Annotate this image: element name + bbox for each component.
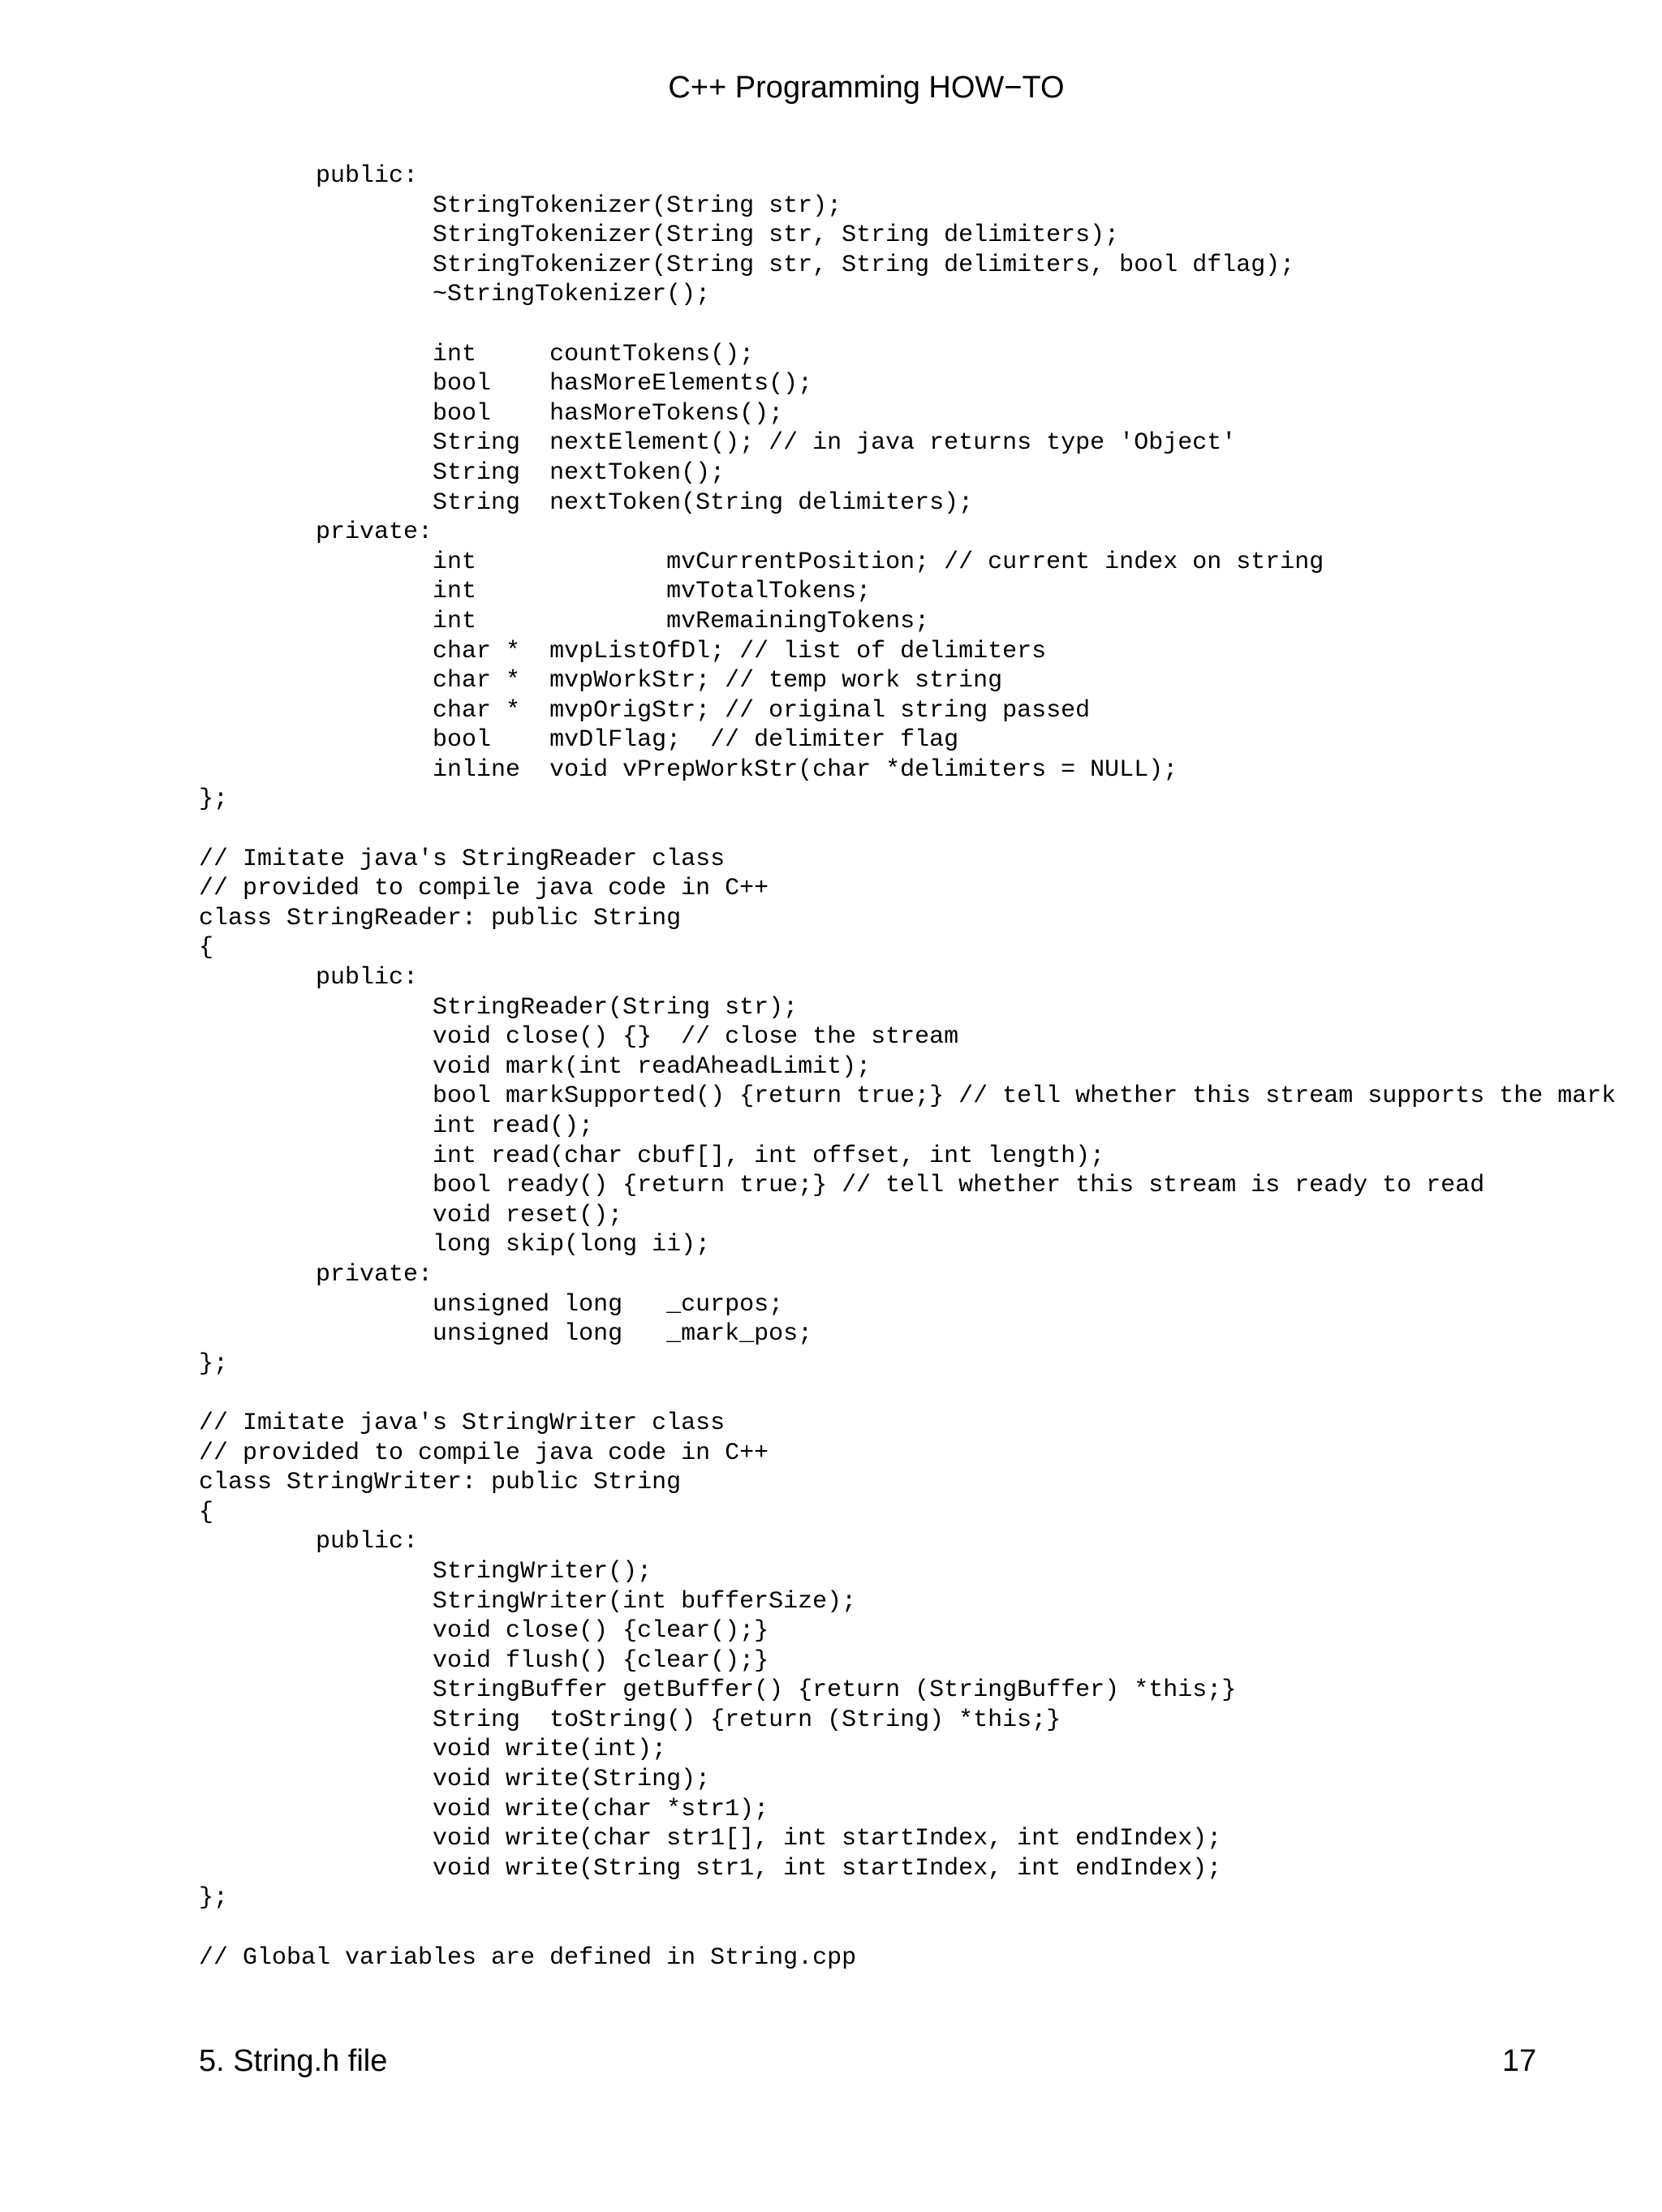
code-line: void write(char str1[], int startIndex, int endIndex); xyxy=(199,1825,1222,1853)
code-line: class StringReader: public String xyxy=(199,904,682,932)
code-line: StringWriter(); xyxy=(199,1557,652,1586)
code-line: bool mvDlFlag; // delimiter flag xyxy=(199,726,959,755)
code-line: char * mvpListOfDl; // list of delimiters xyxy=(199,637,1047,665)
code-line: }; xyxy=(199,1884,229,1913)
code-line: bool ready() {return true;} // tell whether this stream is ready to read xyxy=(199,1172,1485,1200)
code-line: // Global variables are defined in String.cpp xyxy=(199,1943,857,1972)
code-line: bool hasMoreTokens(); xyxy=(199,399,784,428)
code-line xyxy=(199,815,1616,845)
code-line: void write(String); xyxy=(199,1766,711,1794)
code-line: void close() {} // close the stream xyxy=(199,1023,959,1052)
code-line: // Imitate java's StringWriter class xyxy=(199,1409,726,1437)
code-line: int mvCurrentPosition; // current index on string xyxy=(199,548,1324,576)
code-line: // provided to compile java code in C++ xyxy=(199,1439,769,1467)
code-line: String nextToken(String delimiters); xyxy=(199,488,974,517)
code-line: ~StringTokenizer(); xyxy=(199,281,711,309)
code-line: void write(String str1, int startIndex, int endIndex); xyxy=(199,1854,1222,1883)
code-line: // provided to compile java code in C++ xyxy=(199,875,769,903)
code-line: StringTokenizer(String str, String delimiters, bool dflag); xyxy=(199,251,1295,279)
code-line: }; xyxy=(199,1349,229,1378)
code-line: // Imitate java's StringReader class xyxy=(199,845,726,873)
code-line: bool markSupported() {return true;} // tell whether this stream supports the mark xyxy=(199,1082,1617,1111)
code-line xyxy=(199,310,1616,340)
code-line: void write(char *str1); xyxy=(199,1795,769,1823)
code-line: int countTokens(); xyxy=(199,340,755,368)
code-line: void close() {clear();} xyxy=(199,1617,769,1646)
code-line: void write(int); xyxy=(199,1736,667,1764)
code-line: { xyxy=(199,1498,214,1526)
code-line: void reset(); xyxy=(199,1201,623,1229)
code-line: void mark(int readAheadLimit); xyxy=(199,1052,872,1081)
code-line: bool hasMoreElements(); xyxy=(199,370,813,398)
code-line: class StringWriter: public String xyxy=(199,1469,682,1497)
code-listing xyxy=(199,161,1616,1973)
code-line: String nextToken(); xyxy=(199,458,726,487)
code-line: int read(char cbuf[], int offset, int length); xyxy=(199,1142,1105,1170)
code-line: long skip(long ii); xyxy=(199,1231,711,1259)
code-line: char * mvpOrigStr; // original string passed xyxy=(199,696,1091,725)
code-line: int read(); xyxy=(199,1112,594,1140)
code-line: StringReader(String str); xyxy=(199,993,799,1022)
code-line xyxy=(199,1913,1616,1943)
code-line: int mvTotalTokens; xyxy=(199,578,872,606)
code-line: StringWriter(int bufferSize); xyxy=(199,1587,857,1616)
code-line: unsigned long _mark_pos; xyxy=(199,1320,813,1349)
code-line: char * mvpWorkStr; // temp work string xyxy=(199,667,1003,695)
page-number: 17 xyxy=(1502,2044,1537,2078)
code-line: public: xyxy=(199,162,419,190)
code-line xyxy=(199,1379,1616,1409)
code-line: unsigned long _curpos; xyxy=(199,1290,784,1319)
footer-section-title: 5. String.h file xyxy=(199,2044,388,2078)
code-line: }; xyxy=(199,785,229,814)
code-line: String nextElement(); // in java returns type 'Object' xyxy=(199,429,1237,458)
code-line: void flush() {clear();} xyxy=(199,1646,769,1675)
code-line: String toString() {return (String) *this;} xyxy=(199,1706,1061,1734)
code-line: private: xyxy=(199,1260,433,1289)
page-header-title: C++ Programming HOW−TO xyxy=(668,71,1065,105)
code-line: StringBuffer getBuffer() {return (StringBuffer) *this;} xyxy=(199,1676,1237,1705)
code-line: int mvRemainingTokens; xyxy=(199,607,930,635)
code-line: public: xyxy=(199,964,419,992)
code-line: { xyxy=(199,934,214,962)
code-line: StringTokenizer(String str); xyxy=(199,192,842,220)
code-line: public: xyxy=(199,1528,419,1556)
code-line: private: xyxy=(199,519,433,547)
code-line: inline void vPrepWorkStr(char *delimiters = NULL); xyxy=(199,755,1178,784)
code-line: StringTokenizer(String str, String delimiters); xyxy=(199,222,1120,250)
